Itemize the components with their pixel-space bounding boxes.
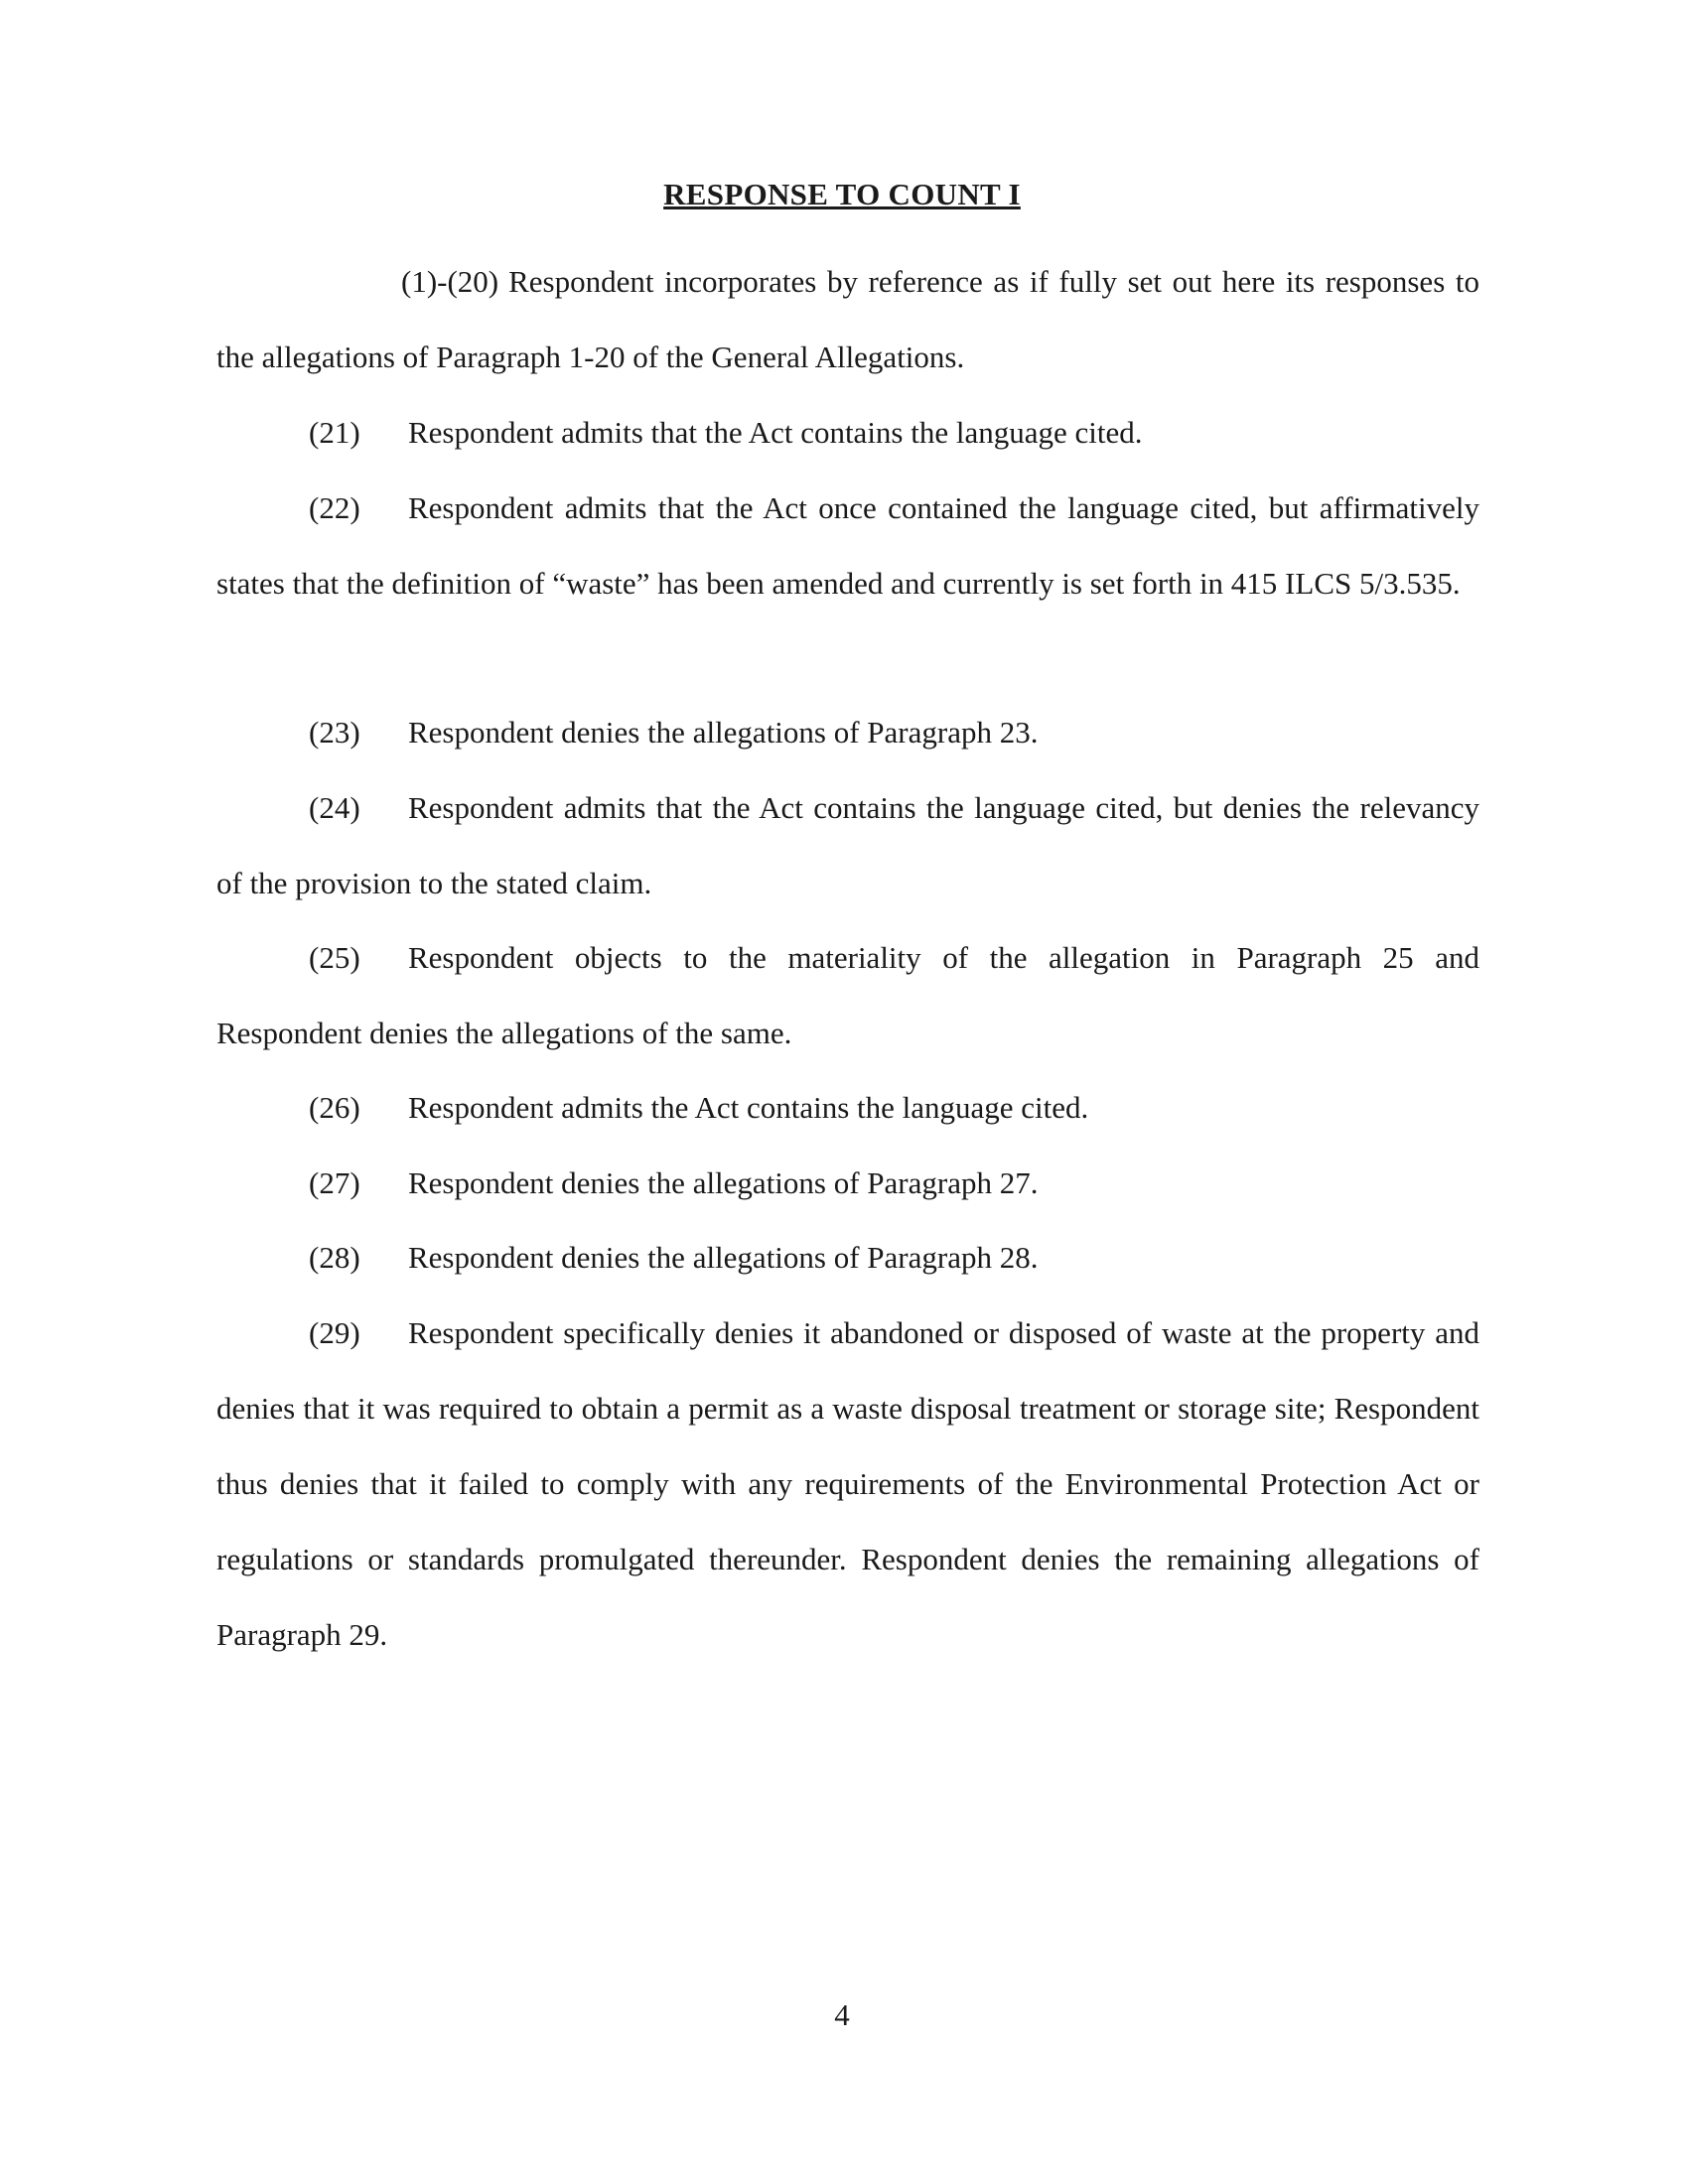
paragraph-24 [216,770,1479,921]
paragraph-text: Respondent objects to the materiality of the allegation in Paragraph 25 and Respondent denies the allegations of the same. [216,940,1479,1050]
paragraph-22 [216,471,1479,621]
paragraph-28 [216,1220,1479,1296]
paragraph-number: (1)-(20) [401,264,499,299]
paragraph-text: Respondent admits that the Act contains the language cited. [408,415,1143,450]
paragraph-26 [216,1070,1479,1146]
paragraph-1-20 [216,244,1479,395]
paragraph-number: (23) [309,715,360,750]
paragraph-text: Respondent denies the allegations of Paragraph 27. [408,1165,1039,1200]
paragraph-23 [216,695,1479,770]
paragraph-text: Respondent admits the Act contains the language cited. [408,1090,1089,1125]
paragraph-27 [216,1146,1479,1221]
paragraph-number: (22) [309,490,360,525]
paragraph-number: (27) [309,1165,360,1200]
paragraph-number: (28) [309,1240,360,1275]
paragraph-number: (26) [309,1090,360,1125]
page-number: 4 [834,1997,850,2032]
paragraph-29 [216,1296,1479,1673]
paragraph-text: Respondent specifically denies it abandoned or disposed of waste at the property and denies that it was required to obtain a permit as a waste disposal treatment or storage site; Respondent thus denies that it failed to comply with any requirements of the Environmental Protection Act or regulations or standards promulgated thereunder. Respondent denies the remaining allegations of Paragraph 29. [216,1315,1479,1652]
paragraph-text: Respondent incorporates by reference as if fully set out here its responses to the allegations of Paragraph 1-20 of the General Allegations. [216,264,1479,374]
section-heading: RESPONSE TO COUNT I [663,177,1021,211]
paragraph-21 [216,395,1479,471]
paragraph-25 [216,920,1479,1071]
paragraph-number: (29) [309,1315,360,1350]
paragraph-text: Respondent admits that the Act once contained the language cited, but affirmatively states that the definition of “waste” has been amended and currently is set forth in 415 ILCS 5/3.535. [216,490,1479,601]
paragraph-number: (24) [309,790,360,825]
paragraph-number: (25) [309,940,360,975]
paragraph-text: Respondent denies the allegations of Paragraph 23. [408,715,1039,750]
paragraph-text: Respondent denies the allegations of Paragraph 28. [408,1240,1039,1275]
paragraph-text: Respondent admits that the Act contains the language cited, but denies the relevancy of the provision to the stated claim. [216,790,1479,900]
paragraph-number: (21) [309,415,360,450]
